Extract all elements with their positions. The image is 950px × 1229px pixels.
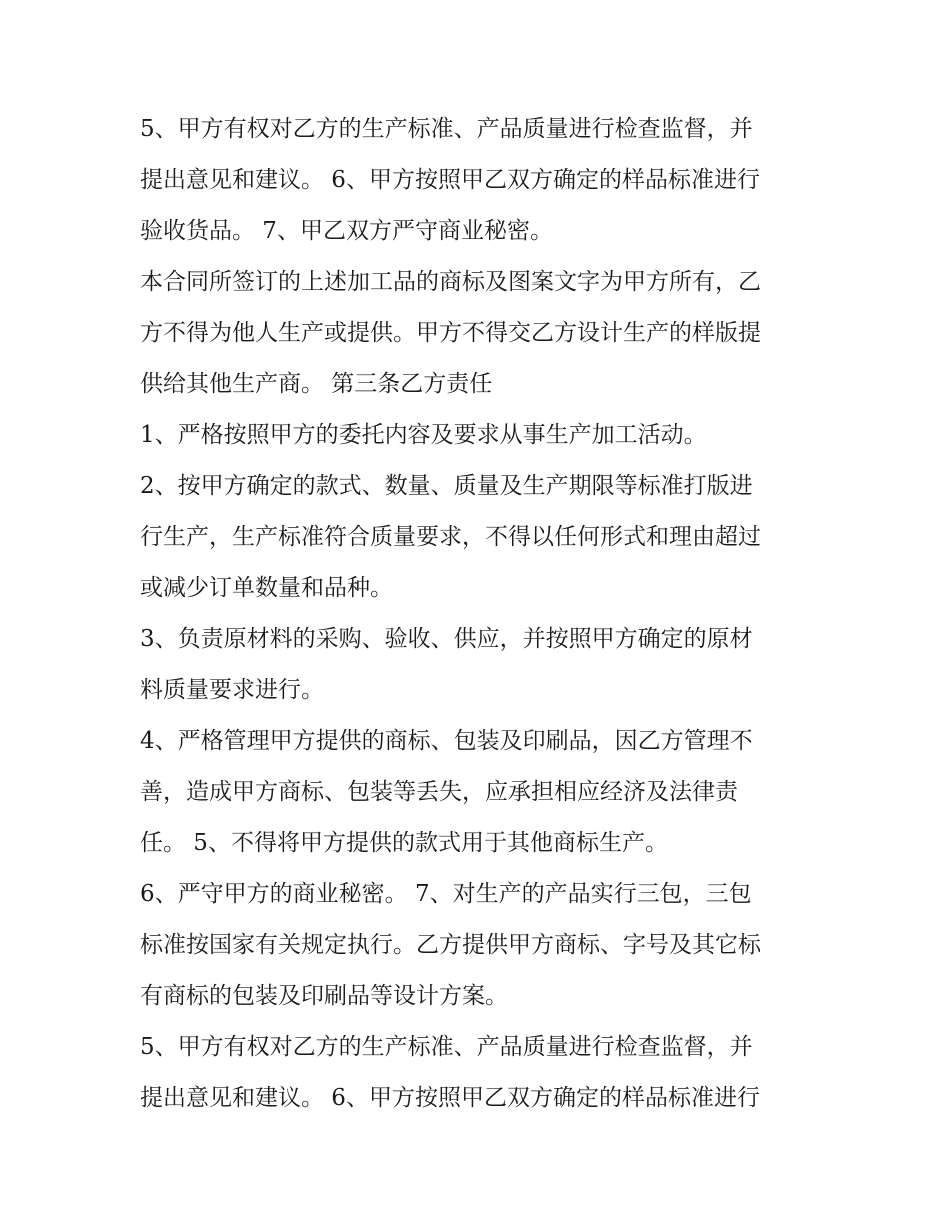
paragraph-party-b-item-6 [140,869,820,1022]
text-line: 本合同所签订的上述加工品的商标及图案文字为甲方所有，乙 [140,269,761,295]
text-line: 方不得为他人生产或提供。甲方不得交乙方设计生产的样版提 [140,320,761,346]
paragraph-party-b-item-3 [140,614,820,716]
text-line: 供给其他生产商。 第三条乙方责任 [140,371,493,397]
paragraph-trademark-ownership [140,257,820,410]
text-line: 1、严格按照甲方的委托内容及要求从事生产加工活动。 [140,422,707,448]
text-line: 2、按甲方确定的款式、数量、质量及生产期限等标准打版进 [140,473,753,499]
text-line: 任。 5、不得将甲方提供的款式用于其他商标生产。 [140,830,668,856]
document-body [140,104,820,1124]
text-line: 4、严格管理甲方提供的商标、包装及印刷品，因乙方管理不 [140,728,753,754]
paragraph-party-b-item-4 [140,716,820,869]
text-line: 标准按国家有关规定执行。乙方提供甲方商标、字号及其它标 [140,932,761,958]
text-line: 料质量要求进行。 [140,677,324,703]
paragraph-party-a-rights-1 [140,104,820,257]
text-line: 验收货品。 7、甲乙双方严守商业秘密。 [140,218,553,244]
text-line: 5、甲方有权对乙方的生产标准、产品质量进行检查监督，并 [140,1034,753,1060]
text-line: 6、严守甲方的商业秘密。 7、对生产的产品实行三包，三包 [140,881,752,907]
text-line: 善，造成甲方商标、包装等丢失，应承担相应经济及法律责 [140,779,738,805]
paragraph-party-a-rights-2 [140,1022,820,1124]
text-line: 行生产，生产标准符合质量要求，不得以任何形式和理由超过 [140,524,761,550]
text-line: 5、甲方有权对乙方的生产标准、产品质量进行检查监督，并 [140,116,753,142]
text-line: 提出意见和建议。 6、甲方按照甲乙双方确定的样品标准进行 [140,167,760,193]
text-line: 或减少订单数量和品种。 [140,575,393,601]
paragraph-party-b-item-2 [140,461,820,614]
text-line: 3、负责原材料的采购、验收、供应，并按照甲方确定的原材 [140,626,753,652]
text-line: 有商标的包装及印刷品等设计方案。 [140,983,508,1009]
text-line: 提出意见和建议。 6、甲方按照甲乙双方确定的样品标准进行 [140,1085,760,1111]
paragraph-party-b-item-1 [140,410,820,461]
